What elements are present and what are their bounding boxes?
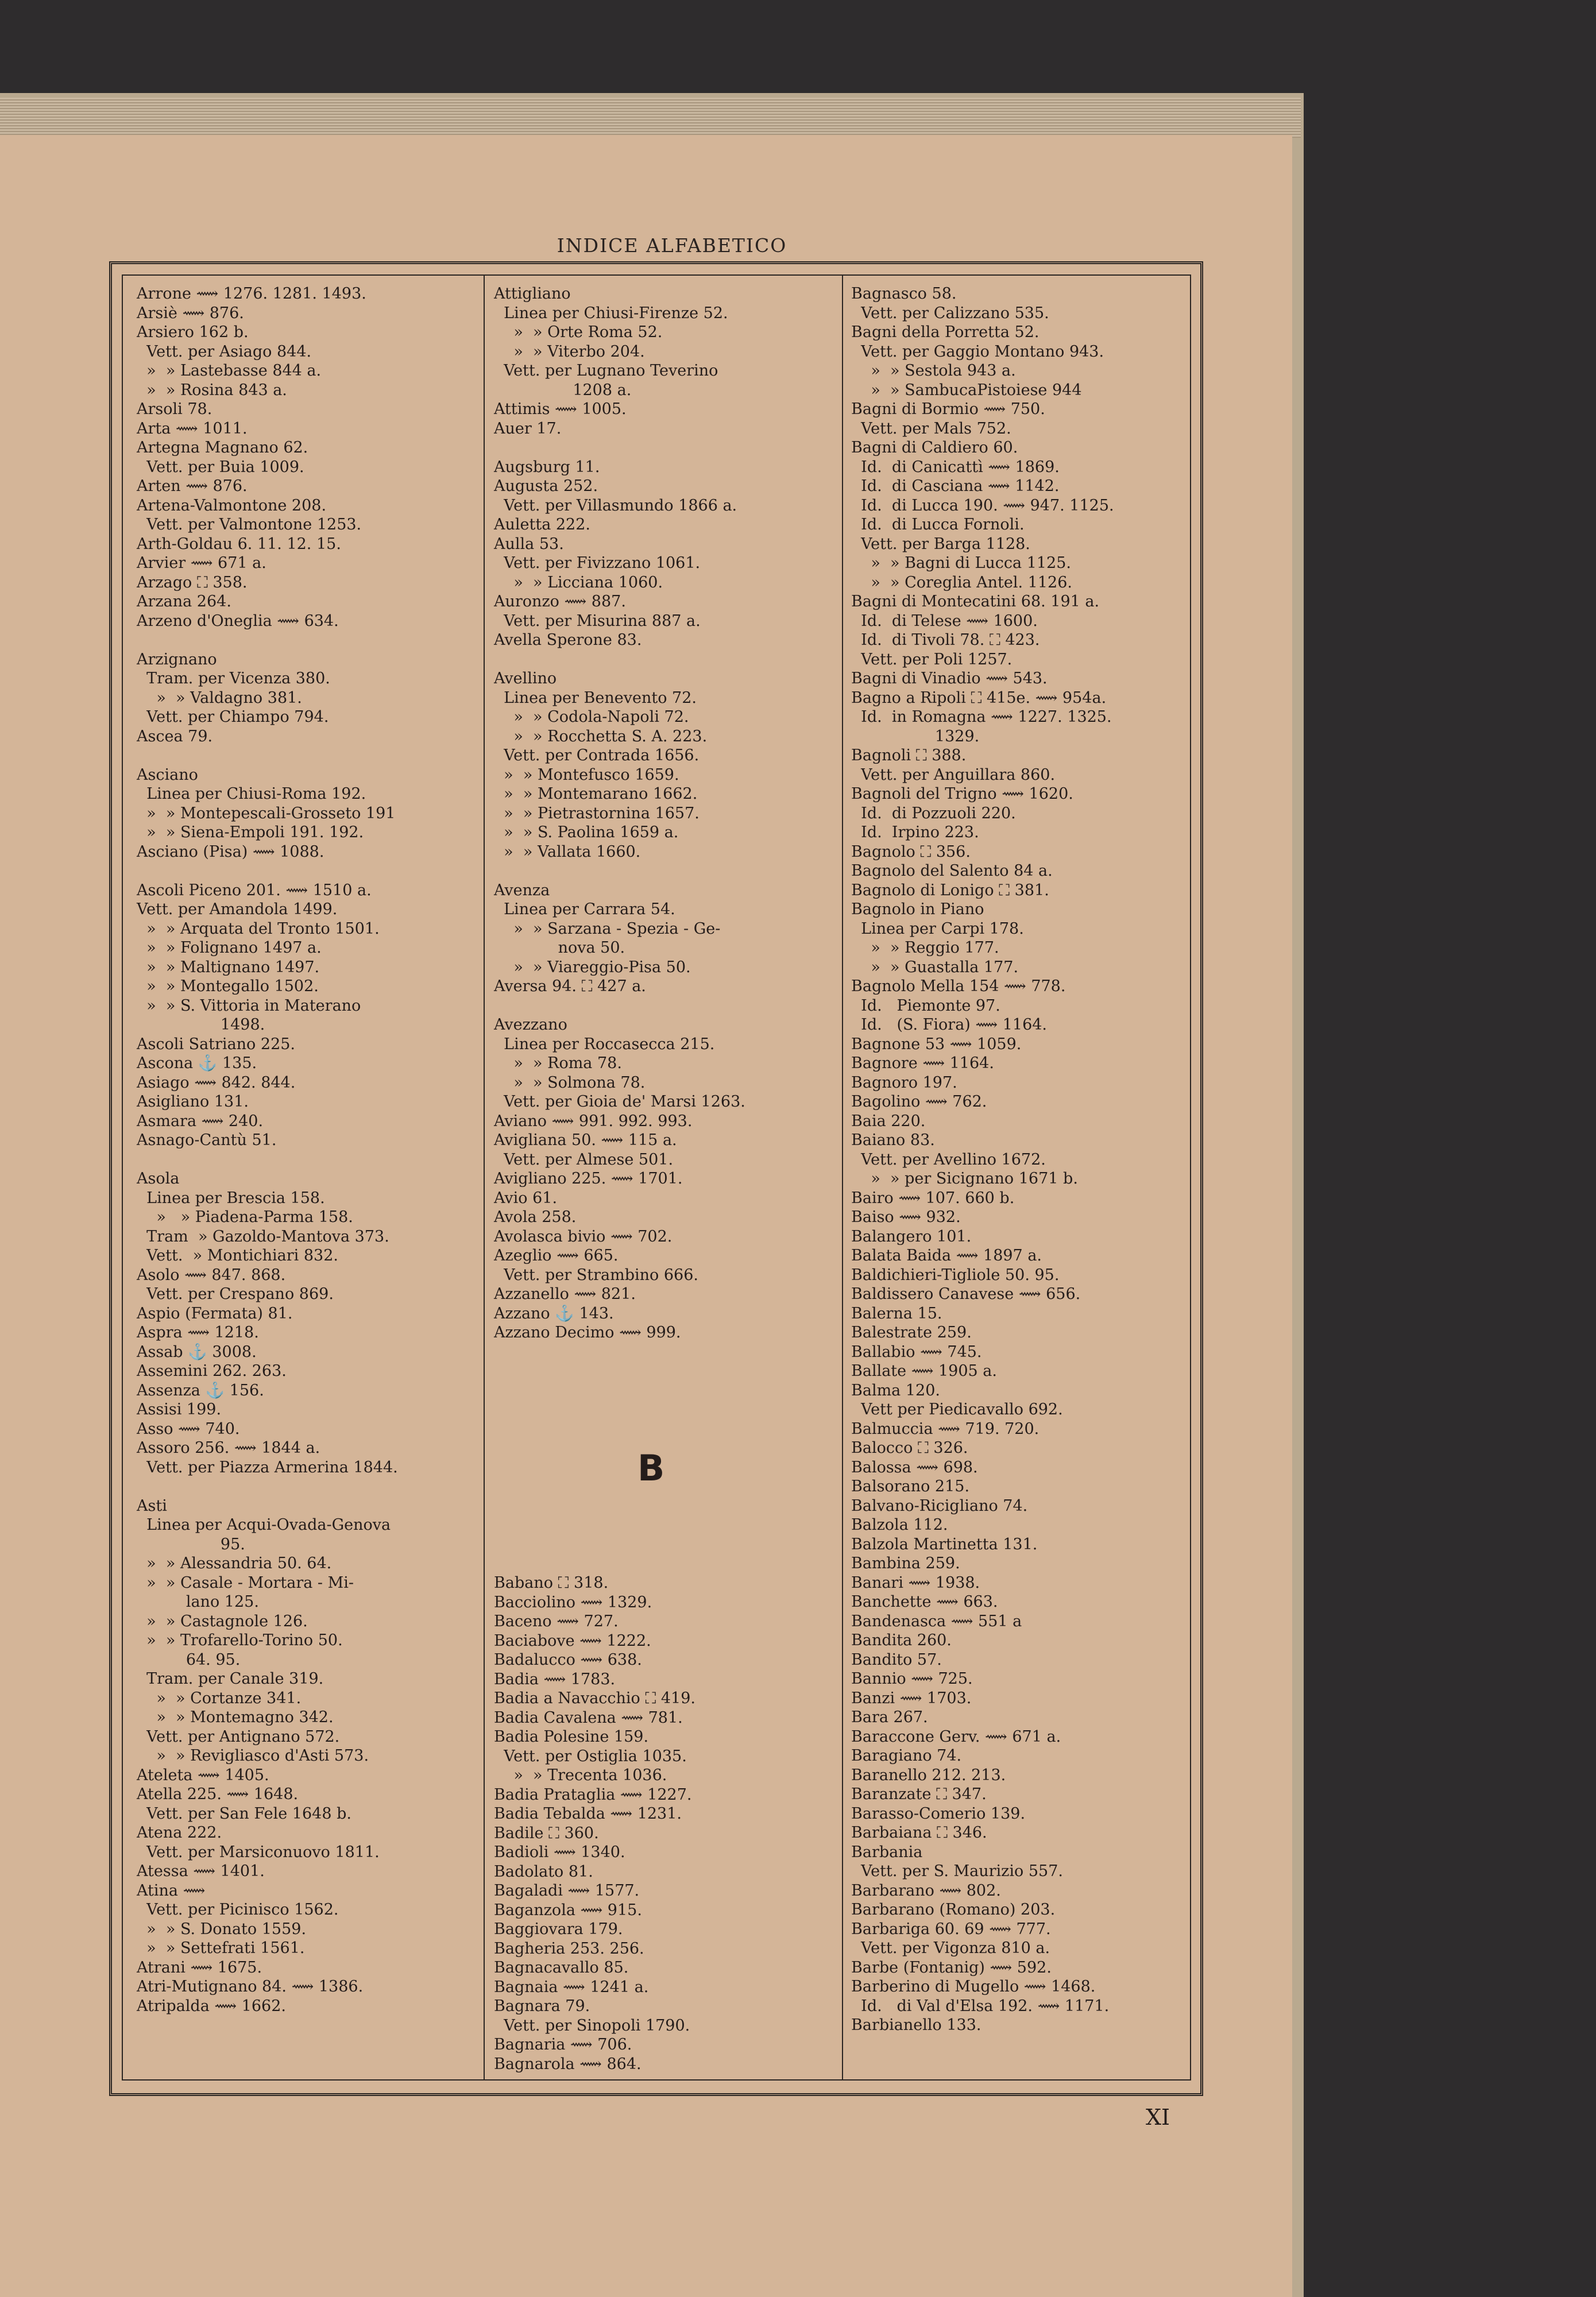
index-entry: » » Rosina 843 a.	[137, 381, 287, 399]
index-entry: Arzago ⛶ 358.	[137, 573, 248, 591]
index-entry: 1498.	[137, 1016, 265, 1034]
index-entry: Avigliana 50. ⟿ 115 a.	[494, 1131, 677, 1149]
column-divider	[484, 274, 485, 2081]
index-entry: » » SambucaPistoiese 944	[851, 381, 1082, 399]
index-entry: » » Vallata 1660.	[494, 842, 641, 861]
index-entry: Balocco ⛶ 326.	[851, 1439, 968, 1457]
index-entry: Aspio (Fermata) 81.	[137, 1304, 293, 1322]
index-entry: Vett. per Misurina 887 a.	[494, 612, 701, 630]
index-entry: Vett. per Anguillara 860.	[851, 765, 1056, 784]
index-entry: Vett. per Buia 1009.	[137, 458, 304, 476]
index-entry: Baraccone Gerv. ⟿ 671 a.	[851, 1727, 1061, 1746]
index-entry: Avigliano 225. ⟿ 1701.	[494, 1170, 683, 1188]
index-entry: Balestrate 259.	[851, 1324, 972, 1341]
index-entry: Auronzo ⟿ 887.	[494, 593, 626, 610]
index-entry: Bagni di Montecatini 68. 191 a.	[851, 593, 1100, 610]
index-entry: Bannio ⟿ 725.	[851, 1670, 973, 1688]
index-entry: Azzanello ⟿ 821.	[494, 1285, 636, 1303]
index-entry: Badalucco ⟿ 638.	[494, 1651, 642, 1669]
index-entry: Azeglio ⟿ 665.	[494, 1247, 619, 1264]
spacer	[137, 746, 476, 765]
index-column-2-b	[494, 1573, 844, 2074]
index-entry: Balzola 112.	[851, 1516, 948, 1534]
index-entry: » » Folignano 1497 a.	[137, 939, 322, 957]
index-entry: Barbarano ⟿ 802.	[851, 1881, 1001, 1900]
index-entry: Vett. per Sinopoli 1790.	[494, 2016, 690, 2035]
index-entry: Id. di Casciana ⟿ 1142.	[851, 477, 1060, 495]
index-entry: Badolato 81.	[494, 1862, 593, 1881]
index-entry: Vett. per Vigonza 810 a.	[851, 1939, 1050, 1957]
index-entry: Bambina 259.	[851, 1554, 960, 1572]
index-entry: » » Casale - Mortara - Mi-	[137, 1573, 354, 1592]
index-entry: Baranello 212. 213.	[851, 1766, 1006, 1784]
spacer	[494, 996, 844, 1016]
index-entry: Bagnacavallo 85.	[494, 1959, 629, 1977]
index-entry: Balata Baida ⟿ 1897 a.	[851, 1247, 1042, 1264]
index-entry: Aulla 53.	[494, 535, 564, 553]
spacer	[137, 1150, 476, 1170]
index-entry: Vett. per San Fele 1648 b.	[137, 1804, 351, 1823]
index-entry: Id. in Romagna ⟿ 1227. 1325.	[851, 708, 1112, 726]
index-entry: Id. di Canicattì ⟿ 1869.	[851, 458, 1060, 476]
index-entry: Linea per Carrara 54.	[494, 900, 675, 918]
index-entry: » » Rocchetta S. A. 223.	[494, 727, 708, 745]
index-entry: Tram. per Canale 319.	[137, 1670, 324, 1688]
index-entry: Arzana 264.	[137, 593, 231, 610]
index-entry: » » Trofarello-Torino 50.	[137, 1631, 343, 1649]
index-entry: Id. Irpino 223.	[851, 823, 979, 841]
index-entry: Vett. per Strambino 666.	[494, 1266, 698, 1284]
index-entry: » » Sestola 943 a.	[851, 362, 1016, 380]
index-entry: 64. 95.	[137, 1650, 241, 1669]
index-entry: » » Castagnole 126.	[137, 1612, 308, 1630]
index-entry: Avella Sperone 83.	[494, 631, 642, 649]
index-entry: Barbe (Fontanig) ⟿ 592.	[851, 1958, 1052, 1977]
index-entry: Linea per Roccasecca 215.	[494, 1035, 715, 1053]
index-entry: Bagheria 253. 256.	[494, 1939, 644, 1958]
index-column-3	[851, 284, 1190, 2035]
spacer	[137, 861, 476, 881]
index-entry: Bagnolo di Lonigo ⛶ 381.	[851, 881, 1049, 899]
index-entry: » » Revigliasco d'Asti 573.	[137, 1747, 369, 1765]
index-entry: » » Viareggio-Pisa 50.	[494, 958, 691, 976]
index-entry: Arzignano	[137, 650, 217, 668]
index-entry: Badia Prataglia ⟿ 1227.	[494, 1785, 692, 1804]
index-entry: Arten ⟿ 876.	[137, 477, 248, 495]
index-entry: Auer 17.	[494, 419, 562, 438]
index-entry: » » Orte Roma 52.	[494, 323, 663, 341]
index-entry: Baiano 83.	[851, 1131, 935, 1149]
index-entry: Baggiovara 179.	[494, 1920, 623, 1938]
index-entry: Linea per Chiusi-Roma 192.	[137, 785, 366, 803]
index-entry: Arth-Goldau 6. 11. 12. 15.	[137, 535, 341, 553]
index-entry: » » Pietrastornina 1657.	[494, 804, 700, 822]
index-entry: Badia Polesine 159.	[494, 1728, 649, 1746]
index-entry: Baia 220.	[851, 1112, 926, 1130]
index-entry: Bandito 57.	[851, 1650, 942, 1669]
index-entry: Vett. per Chiampo 794.	[137, 708, 329, 726]
index-entry: Vett. per Piazza Armerina 1844.	[137, 1458, 398, 1476]
index-entry: Badia ⟿ 1783.	[494, 1670, 616, 1688]
index-entry: Assoro 256. ⟿ 1844 a.	[137, 1439, 320, 1457]
index-entry: Id. di Telese ⟿ 1600.	[851, 612, 1038, 630]
index-entry: Linea per Carpi 178.	[851, 919, 1024, 938]
index-entry: Ballate ⟿ 1905 a.	[851, 1362, 997, 1380]
index-entry: Balossa ⟿ 698.	[851, 1458, 978, 1476]
index-entry: Baceno ⟿ 727.	[494, 1612, 619, 1630]
index-entry: Baranzate ⛶ 347.	[851, 1785, 987, 1803]
index-entry: Badia Cavalena ⟿ 781.	[494, 1708, 683, 1727]
index-entry: Aversa 94. ⛶ 427 a.	[494, 977, 646, 995]
index-entry: » » Maltignano 1497.	[137, 958, 320, 976]
index-entry: Avolasca bivio ⟿ 702.	[494, 1227, 673, 1246]
index-entry: Bandenasca ⟿ 551 a	[851, 1612, 1022, 1630]
index-entry: Id. di Pozzuoli 220.	[851, 804, 1016, 822]
index-entry: Asciano	[137, 765, 198, 784]
index-entry: Bagnarola ⟿ 864.	[494, 2055, 642, 2073]
index-entry: Vett. per Amandola 1499.	[137, 900, 338, 918]
index-entry: Tram. per Vicenza 380.	[137, 670, 330, 687]
index-entry: Ballabio ⟿ 745.	[851, 1343, 982, 1361]
index-entry: Banzi ⟿ 1703.	[851, 1689, 972, 1707]
index-entry: Baganzola ⟿ 915.	[494, 1901, 642, 1919]
index-entry: Auletta 222.	[494, 516, 590, 533]
index-entry: Atena 222.	[137, 1824, 222, 1842]
index-entry: Id. di Lucca Fornoli.	[851, 516, 1025, 533]
index-entry: Vett. » Montichiari 832.	[137, 1247, 338, 1264]
index-entry: Bagaladi ⟿ 1577.	[494, 1882, 640, 1900]
index-entry: Linea per Benevento 72.	[494, 689, 697, 707]
index-entry: Atina ⟿	[137, 1881, 206, 1900]
index-entry: Balsorano 215.	[851, 1478, 970, 1495]
index-entry: » » Montefusco 1659.	[494, 765, 679, 784]
index-entry: Banari ⟿ 1938.	[851, 1573, 980, 1592]
index-entry: » » Settefrati 1561.	[137, 1939, 305, 1957]
index-entry: Vett. per Ostiglia 1035.	[494, 1747, 687, 1765]
spacer	[137, 631, 476, 650]
index-entry: Vett. per Asiago 844.	[137, 342, 312, 361]
index-entry: » » Montemarano 1662.	[494, 785, 698, 803]
index-entry: » » Arquata del Tronto 1501.	[137, 919, 380, 938]
index-entry: » » Reggio 177.	[851, 939, 999, 957]
index-entry: Atri-Mutignano 84. ⟿ 1386.	[137, 1978, 364, 1996]
index-entry: » » Licciana 1060.	[494, 573, 663, 591]
index-entry: Baldichieri-Tigliole 50. 95.	[851, 1266, 1060, 1284]
index-entry: Id. di Tivoli 78. ⛶ 423.	[851, 631, 1040, 649]
index-entry: Artena-Valmontone 208.	[137, 496, 327, 515]
index-entry: Banchette ⟿ 663.	[851, 1593, 998, 1611]
index-entry: Id. (S. Fiora) ⟿ 1164.	[851, 1016, 1048, 1034]
index-entry: Azzano Decimo ⟿ 999.	[494, 1324, 681, 1341]
index-entry: Vett. per Gioia de' Marsi 1263.	[494, 1093, 745, 1111]
index-entry: 1329.	[851, 727, 980, 745]
index-entry: Bagnoro 197.	[851, 1073, 957, 1092]
index-entry: Vett. per Gaggio Montano 943.	[851, 342, 1104, 361]
index-entry: Asolo ⟿ 847. 868.	[137, 1266, 286, 1284]
index-entry: » » Solmona 78.	[494, 1073, 646, 1092]
index-entry: Vett. per Barga 1128.	[851, 535, 1030, 553]
index-entry: » » Montemagno 342.	[137, 1708, 334, 1726]
index-entry: Bagnoli ⛶ 388.	[851, 747, 967, 764]
spacer	[494, 650, 844, 670]
index-entry: Vett. per Fivizzano 1061.	[494, 554, 701, 572]
index-entry: Vett. per Poli 1257.	[851, 650, 1013, 668]
index-entry: Vett. per Mals 752.	[851, 419, 1011, 438]
index-entry: Asso ⟿ 740.	[137, 1420, 240, 1438]
index-entry: Bagnara 79.	[494, 1997, 590, 2015]
index-entry: 1208 a.	[494, 381, 632, 399]
index-entry: Bagnasco 58.	[851, 285, 957, 303]
index-entry: » » Sarzana - Spezia - Ge-	[494, 919, 721, 938]
index-entry: Augusta 252.	[494, 477, 598, 495]
index-entry: Atessa ⟿ 1401.	[137, 1862, 265, 1880]
index-entry: Vett. per Valmontone 1253.	[137, 516, 362, 533]
index-entry: Bagno a Ripoli ⛶ 415e. ⟿ 954a.	[851, 689, 1107, 707]
spacer	[494, 861, 844, 881]
index-entry: Badia a Navacchio ⛶ 419.	[494, 1689, 695, 1707]
index-entry: Bagnore ⟿ 1164.	[851, 1054, 994, 1072]
index-entry: Bagnone 53 ⟿ 1059.	[851, 1035, 1022, 1053]
index-entry: Asmara ⟿ 240.	[137, 1112, 264, 1130]
index-entry: » » Coreglia Antel. 1126.	[851, 573, 1072, 591]
index-entry: Balvano-Ricigliano 74.	[851, 1496, 1028, 1515]
index-entry: Vett. per Antignano 572.	[137, 1727, 340, 1746]
index-entry: Balerna 15.	[851, 1304, 942, 1322]
index-entry: Badia Tebalda ⟿ 1231.	[494, 1805, 682, 1823]
index-entry: Azzano ⚓ 143.	[494, 1304, 614, 1322]
index-entry: Linea per Chiusi-Firenze 52.	[494, 304, 728, 322]
spacer	[137, 1477, 476, 1496]
index-entry: Bara 267.	[851, 1708, 928, 1726]
index-entry: » » Roma 78.	[494, 1054, 622, 1072]
index-entry: Bagnaia ⟿ 1241 a.	[494, 1978, 649, 1996]
index-entry: Arsiero 162 b.	[137, 323, 249, 341]
index-entry: Badioli ⟿ 1340.	[494, 1843, 625, 1861]
index-entry: Ascoli Satriano 225.	[137, 1035, 296, 1053]
index-entry: Bagnoli del Trigno ⟿ 1620.	[851, 785, 1073, 803]
index-entry: Barasso-Comerio 139.	[851, 1804, 1026, 1823]
index-entry: Artegna Magnano 62.	[137, 439, 308, 457]
index-entry: Ateleta ⟿ 1405.	[137, 1766, 269, 1784]
index-entry: » » Valdagno 381.	[137, 689, 302, 707]
index-entry: » » Bagni di Lucca 1125.	[851, 554, 1071, 572]
index-entry: Babano ⛶ 318.	[494, 1574, 609, 1592]
index-entry: Asciano (Pisa) ⟿ 1088.	[137, 842, 324, 861]
index-entry: Bandita 260.	[851, 1631, 952, 1649]
index-entry: Baragiano 74.	[851, 1747, 962, 1765]
index-entry: Barbianello 133.	[851, 2016, 981, 2034]
index-entry: Avio 61.	[494, 1189, 558, 1207]
index-entry: Atella 225. ⟿ 1648.	[137, 1785, 299, 1803]
index-entry: Asnago-Cantù 51.	[137, 1131, 277, 1149]
index-entry: Balangero 101.	[851, 1227, 972, 1246]
index-entry: Aviano ⟿ 991. 992. 993.	[494, 1112, 693, 1130]
page-number: XI	[1146, 2105, 1170, 2130]
index-entry: Augsburg 11.	[494, 458, 600, 476]
index-entry: Asigliano 131.	[137, 1093, 249, 1111]
index-entry: Vett. per Picinisco 1562.	[137, 1901, 339, 1919]
index-entry: Bagni della Porretta 52.	[851, 323, 1039, 341]
index-entry: Bagni di Vinadio ⟿ 543.	[851, 670, 1048, 687]
index-entry: Attimis ⟿ 1005.	[494, 400, 627, 418]
index-entry: Asola	[137, 1170, 180, 1188]
index-entry: Vett per Piedicavallo 692.	[851, 1401, 1063, 1418]
index-entry: Arsiè ⟿ 876.	[137, 304, 244, 322]
index-entry: Bagni di Bormio ⟿ 750.	[851, 400, 1045, 418]
index-entry: Bairo ⟿ 107. 660 b.	[851, 1189, 1015, 1207]
index-entry: Arrone ⟿ 1276. 1281. 1493.	[137, 285, 366, 303]
index-entry: Ascea 79.	[137, 727, 213, 745]
index-entry: Id. Piemonte 97.	[851, 996, 1000, 1015]
index-entry: Barberino di Mugello ⟿ 1468.	[851, 1978, 1096, 1996]
index-entry: Assenza ⚓ 156.	[137, 1381, 264, 1399]
page-header: INDICE ALFABETICO	[557, 234, 787, 257]
index-entry: » » Montegallo 1502.	[137, 977, 319, 995]
index-entry: Vett. per Crespano 869.	[137, 1285, 334, 1303]
index-entry: Assemini 262. 263.	[137, 1362, 287, 1380]
index-entry: Vett. per Contrada 1656.	[494, 747, 700, 764]
index-entry: » » Siena-Empoli 191. 192.	[137, 823, 364, 841]
index-entry: » » S. Donato 1559.	[137, 1920, 307, 1938]
index-entry: » » Alessandria 50. 64.	[137, 1554, 332, 1572]
index-entry: Vett. per S. Maurizio 557.	[851, 1862, 1063, 1880]
index-entry: Atrani ⟿ 1675.	[137, 1958, 262, 1977]
index-entry: Balmuccia ⟿ 719. 720.	[851, 1420, 1039, 1438]
index-entry: Bagolino ⟿ 762.	[851, 1093, 987, 1111]
spacer	[494, 438, 844, 458]
index-entry: Barbariga 60. 69 ⟿ 777.	[851, 1920, 1051, 1938]
index-entry: Arta ⟿ 1011.	[137, 419, 248, 438]
index-entry: Bagnolo ⛶ 356.	[851, 842, 971, 861]
index-entry: Avezzano	[494, 1016, 567, 1034]
index-entry: Aspra ⟿ 1218.	[137, 1324, 259, 1341]
index-column-2	[494, 284, 844, 1343]
index-entry: Ascoli Piceno 201. ⟿ 1510 a.	[137, 881, 372, 899]
index-entry: Avenza	[494, 881, 550, 899]
index-entry: » » Guastalla 177.	[851, 958, 1019, 976]
index-entry: Bagnolo in Piano	[851, 900, 984, 918]
index-entry: Badile ⛶ 360.	[494, 1824, 599, 1842]
index-entry: Arzeno d'Oneglia ⟿ 634.	[137, 612, 339, 630]
index-entry: Avola 258.	[494, 1208, 577, 1226]
index-entry: Id. di Val d'Elsa 192. ⟿ 1171.	[851, 1997, 1110, 2015]
index-entry: Linea per Acqui-Ovada-Genova	[137, 1516, 391, 1534]
index-entry: Vett. per Calizzano 535.	[851, 304, 1049, 322]
index-entry: Vett. per Almese 501.	[494, 1150, 674, 1169]
index-entry: Baciabove ⟿ 1222.	[494, 1631, 651, 1650]
index-entry: Id. di Lucca 190. ⟿ 947. 1125.	[851, 496, 1114, 515]
index-entry: » » Lastebasse 844 a.	[137, 362, 322, 380]
index-entry: » » Cortanze 341.	[137, 1689, 302, 1707]
index-entry: 95.	[137, 1535, 245, 1553]
index-entry: Bagni di Caldiero 60.	[851, 439, 1018, 457]
index-entry: Arvier ⟿ 671 a.	[137, 554, 266, 572]
index-entry: Assisi 199.	[137, 1401, 222, 1418]
index-entry: Assab ⚓ 3008.	[137, 1343, 257, 1361]
index-entry: » » S. Paolina 1659 a.	[494, 823, 679, 841]
page-edges	[0, 98, 1301, 138]
index-entry: Atripalda ⟿ 1662.	[137, 1997, 286, 2015]
index-entry: Vett. per Villasmundo 1866 a.	[494, 496, 737, 515]
index-entry: nova 50.	[494, 939, 625, 957]
index-entry: Ascona ⚓ 135.	[137, 1054, 257, 1072]
index-entry: Tram » Gazoldo-Mantova 373.	[137, 1227, 389, 1246]
index-entry: Balma 120.	[851, 1381, 940, 1399]
index-entry: Asti	[137, 1496, 167, 1515]
index-entry: Attigliano	[494, 285, 571, 303]
index-entry: Linea per Brescia 158.	[137, 1189, 325, 1207]
index-entry: » » S. Vittoria in Materano	[137, 996, 361, 1015]
index-entry: Vett. per Marsiconuovo 1811.	[137, 1843, 380, 1861]
index-entry: Vett. per Lugnano Teverino	[494, 362, 718, 380]
index-entry: Balzola Martinetta 131.	[851, 1535, 1038, 1553]
index-entry: » » Montepescali-Grosseto 191	[137, 804, 396, 822]
section-letter: B	[637, 1447, 665, 1489]
index-entry: Arsoli 78.	[137, 400, 212, 418]
index-entry: Bagnolo Mella 154 ⟿ 778.	[851, 977, 1066, 995]
index-entry: Baldissero Canavese ⟿ 656.	[851, 1285, 1081, 1303]
index-entry: lano 125.	[137, 1593, 259, 1611]
index-entry: Vett. per Avellino 1672.	[851, 1150, 1046, 1169]
index-entry: » » Viterbo 204.	[494, 342, 645, 361]
index-entry: Barbarano (Romano) 203.	[851, 1901, 1056, 1919]
index-column-1	[137, 284, 476, 2016]
index-entry: Bacciolino ⟿ 1329.	[494, 1593, 652, 1611]
index-entry: Bagnolo del Salento 84 a.	[851, 862, 1053, 880]
index-entry: Bagnaria ⟿ 706.	[494, 2036, 632, 2054]
index-entry: » » per Sicignano 1671 b.	[851, 1170, 1078, 1188]
index-entry: » » Piadena-Parma 158.	[137, 1208, 353, 1226]
index-entry: Baiso ⟿ 932.	[851, 1208, 961, 1226]
index-entry: Asiago ⟿ 842. 844.	[137, 1073, 296, 1092]
index-entry: Barbaiana ⛶ 346.	[851, 1824, 987, 1842]
index-entry: Avellino	[494, 670, 557, 687]
index-entry: Barbania	[851, 1843, 923, 1861]
index-entry: » » Trecenta 1036.	[494, 1766, 667, 1784]
index-entry: » » Codola-Napoli 72.	[494, 708, 689, 726]
